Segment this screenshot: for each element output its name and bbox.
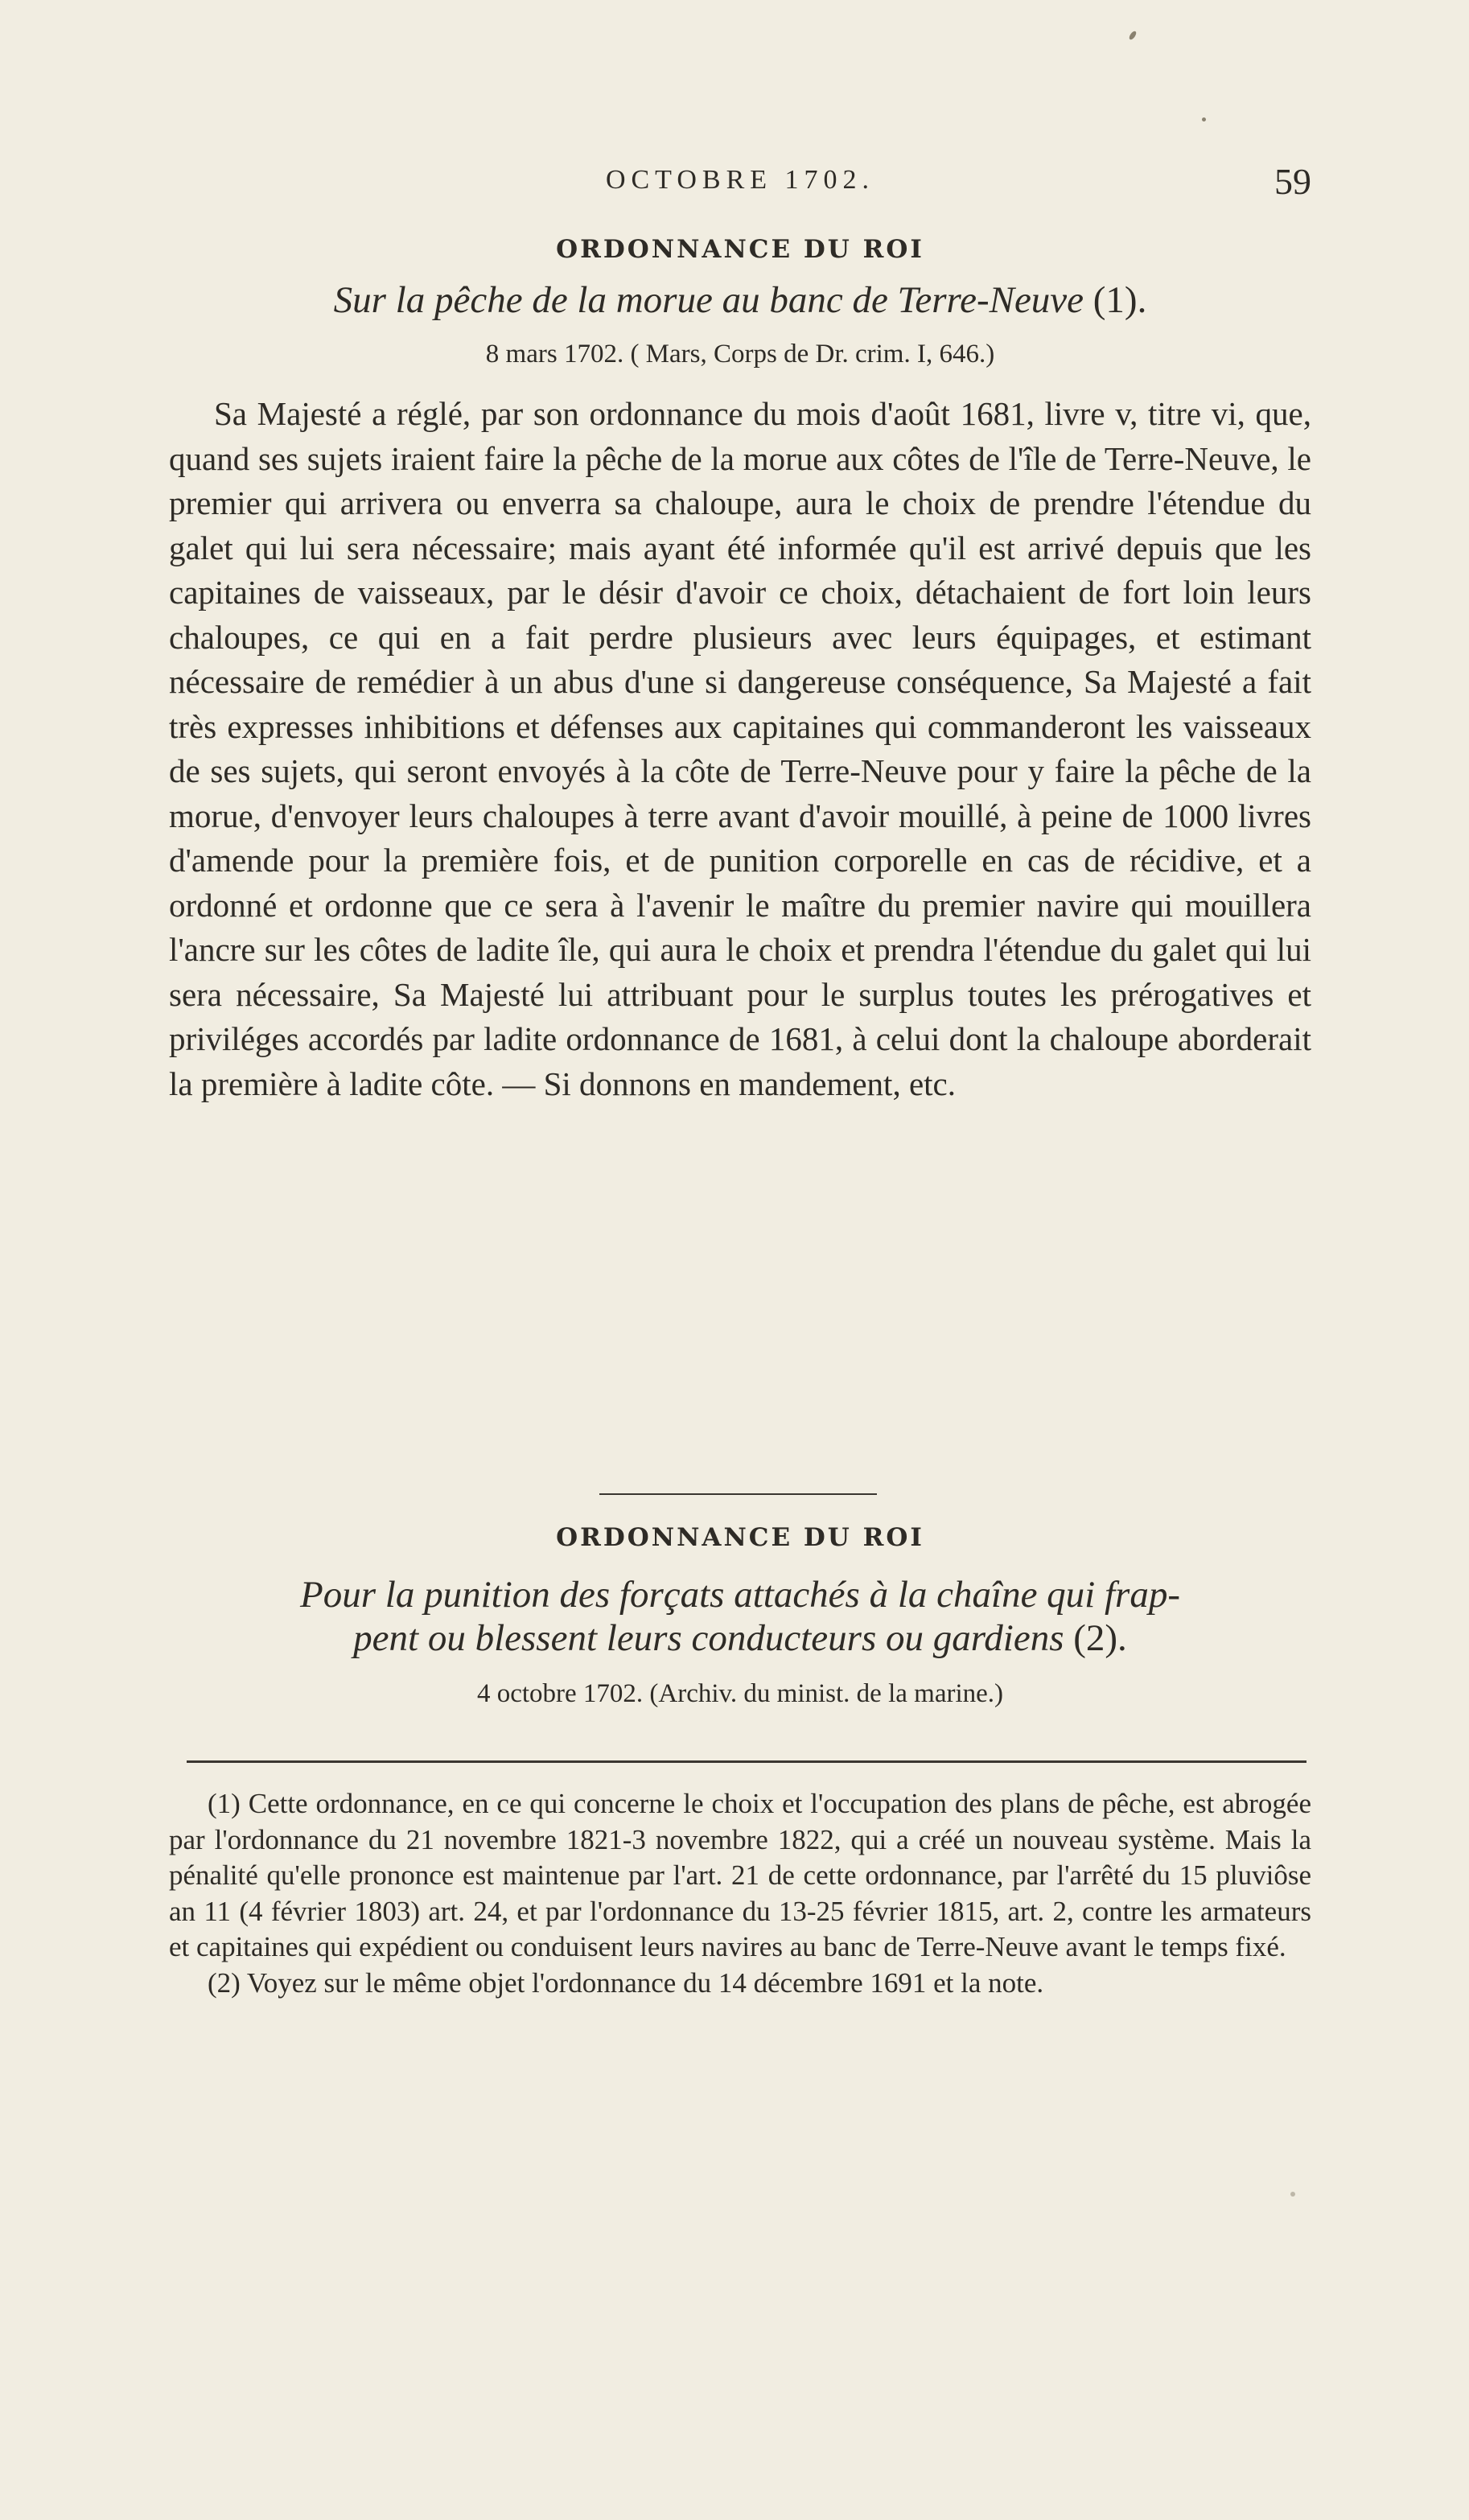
first-ordinance-title bbox=[169, 278, 1311, 322]
second-ordinance-heading: ORDONNANCE DU ROI bbox=[556, 1523, 924, 1552]
footnotes bbox=[169, 1786, 1311, 2001]
second-ordinance-title bbox=[169, 1573, 1311, 1660]
footnote-2: (2) Voyez sur le même objet l'ordonnance du 14 décembre 1691 et la note. bbox=[208, 1966, 1044, 1999]
paper-speck bbox=[1290, 2192, 1295, 2197]
paper-speck bbox=[1202, 117, 1206, 121]
footnote-1: (1) Cette ordonnance, en ce qui concerne le choix et l'occupation des plans de pêche, est abrogée par l'ordonnance du 21 novembre 1821-3 novembre 1822, qui a créé un nouveau système. Mais la pénalité qu'elle prononce est maintenue par l'art. 21 de cette ordonnance, par l'arrêté du 15 pluviôse an 11 (4 février 1803) art. 24, et par l'ordonnance du 13-25 février 1815, art. 2, contre les armateurs et capitaines qui expédient ou conduisent leurs navires au banc de Terre-Neuve avant le temps fixé. bbox=[169, 1788, 1311, 1962]
first-ordinance-heading: ORDONNANCE DU ROI bbox=[556, 235, 924, 264]
first-ordinance-date: 8 mars 1702. ( Mars, Corps de Dr. crim. I, 646.) bbox=[485, 340, 995, 369]
paper-speck bbox=[1128, 30, 1138, 40]
second-ordinance-title-line2: pent ou blessent leurs conducteurs ou gardiens bbox=[353, 1617, 1064, 1659]
running-head bbox=[169, 161, 1311, 213]
first-ordinance-footnote-ref: (1). bbox=[1092, 279, 1147, 321]
running-head-title: OCTOBRE 1702. bbox=[605, 165, 875, 195]
second-ordinance-date: 4 octobre 1702. (Archiv. du minist. de la marine.) bbox=[476, 1679, 1004, 1708]
first-ordinance-body: Sa Majesté a réglé, par son ordonnance du mois d'août 1681, livre v, titre vi, que, quand ses sujets iraient faire la pêche de la morue aux côtes de l'île de Terre-Neuve, le premier qui arrivera ou enverra sa chaloupe, aura le choix de prendre l'étendue du galet qui lui sera nécessaire; mais ayant été informée qu'il est arrivé depuis que les capitaines de vaisseaux, par le désir d'avoir ce choix, détachaient de fort loin leurs chaloupes, ce qui en a fait perdre plusieurs avec leurs équipages, et estimant nécessaire de remédier à un abus d'une si dangereuse conséquence, Sa Majesté a fait très expresses inhibitions et défenses aux capitaines qui commanderont les vaisseaux de ses sujets, qui seront envoyés à la côte de Terre-Neuve pour y faire la pêche de la morue, d'envoyer leurs chaloupes à terre avant d'avoir mouillé, à peine de 1000 livres d'amende pour la première fois, et de punition corporelle en cas de récidive, et a ordonné et ordonne que ce sera à l'avenir le maître du premier navire qui mouillera l'ancre sur les côtes de ladite île, qui aura le choix et prendra l'étendue du galet qui lui sera nécessaire, Sa Majesté lui attribuant pour le surplus toutes les prérogatives et priviléges accordés par ladite ordonnance de 1681, à celui dont la chaloupe aborderait la première à ladite côte. — Si donnons en mandement, etc. bbox=[169, 395, 1311, 1102]
second-ordinance-title-line1: Pour la punition des forçats attachés à la chaîne qui frap- bbox=[300, 1574, 1180, 1616]
first-ordinance-title-text: Sur la pêche de la morue au banc de Terre-Neuve bbox=[333, 279, 1084, 321]
page-number: 59 bbox=[1274, 161, 1311, 202]
footnote-rule bbox=[187, 1760, 1306, 1763]
second-ordinance-footnote-ref: (2). bbox=[1073, 1617, 1127, 1659]
section-divider bbox=[599, 1493, 877, 1495]
